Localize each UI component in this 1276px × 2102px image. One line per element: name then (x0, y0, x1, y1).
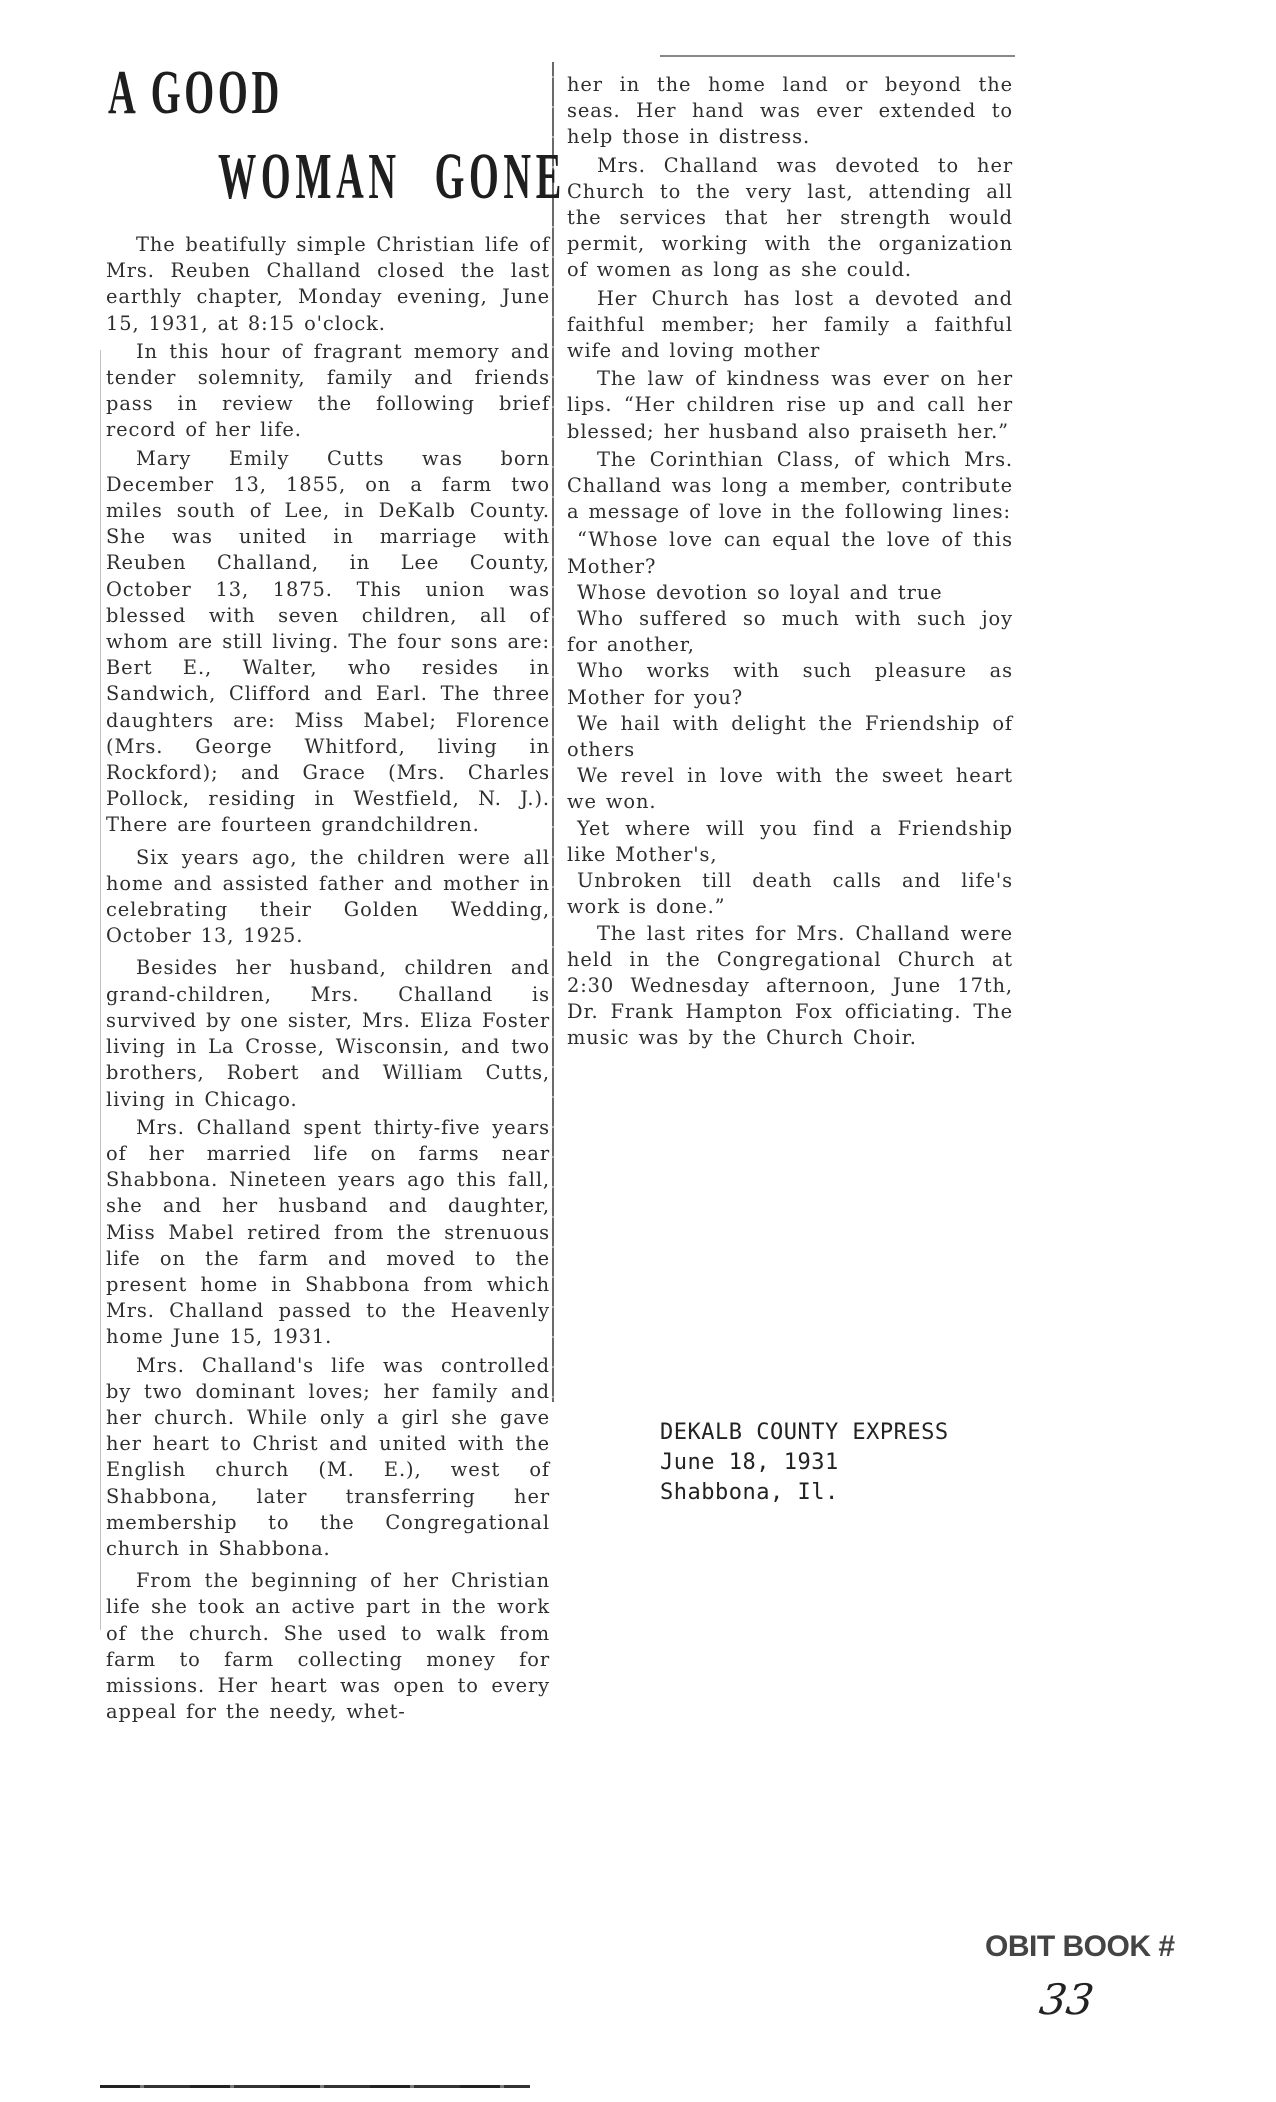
left-margin-rule (100, 350, 101, 1630)
article-paragraph: Besides her husband, children and grand-children, Mrs. Challand is survived by one sister, Mrs. Eliza Foster living in La Crosse, Wisconsin, and two brothers, Robert and William Cutts, living in Chicago. (106, 956, 550, 1111)
article-paragraph: The beatifully simple Christian life of Mrs. Reuben Challand closed the last earthly chapter, Monday evening, June 15, 1931, at 8:15 o'clock. (106, 233, 550, 335)
headline (108, 59, 566, 213)
article-paragraph: her in the home land or beyond the seas. Her hand was ever extended to help those in distress. (567, 73, 1013, 149)
bottom-column-rule (100, 2085, 530, 2088)
article-paragraph: Mrs. Challand spent thirty-five years of her married life on farms near Shabbona. Nineteen years ago this fall, she and her husband and daughter, Miss Mabel retired from the strenuous life on the farm and moved to the present home in Shabbona from which Mrs. Challand passed to the Heavenly home June 15, 1931. (106, 1115, 550, 1349)
obit-book-number: 33 (1036, 1975, 1097, 2024)
headline-line-2: WOMAN GONE (218, 140, 566, 213)
poem-line: Whose devotion so loyal and true (577, 580, 943, 604)
publication-location: Shabbona, Il. (660, 1480, 839, 1505)
left-article-column (106, 232, 550, 1727)
poem-line: We revel in love with the sweet heart we won. (567, 764, 1013, 814)
article-paragraph: Her Church has lost a devoted and faithful member; her family a faithful wife and loving mother (567, 286, 1013, 363)
article-paragraph: The law of kindness was ever on her lips. “Her children rise up and call her blessed; her husband also praiseth her.” (567, 367, 1013, 443)
article-paragraph: The last rites for Mrs. Challand were held in the Congregational Church at 2:30 Wednesday afternoon, June 17th, Dr. Frank Hampton Fox officiating. The music was by the Church Choir. (567, 921, 1013, 1050)
article-paragraph: Six years ago, the children were all home and assisted father and mother in celebrating their Golden Wedding, October 13, 1925. (106, 845, 550, 948)
obit-book-label: OBIT BOOK # (985, 1930, 1175, 1963)
column-divider-rule (552, 62, 554, 1402)
source-citation (660, 1418, 949, 1508)
top-column-rule (660, 55, 1015, 57)
right-article-column (567, 72, 1013, 1054)
poem-line: We hail with delight the Friendship of others (567, 711, 1013, 762)
article-paragraph: Mrs. Challand's life was controlled by two dominant loves; her family and her church. While only a girl she gave her heart to Christ and united with the English church (M. E.), west of Shabbona, later transferring her membership to the Congregational church in Shabbona. (106, 1353, 550, 1560)
poem-line: Yet where will you find a Friendship like Mother's, (567, 816, 1013, 866)
poem-line: Who works with such pleasure as Mother for you? (567, 659, 1013, 709)
article-paragraph: The Corinthian Class, of which Mrs. Challand was long a member, contribute a message of love in the following lines: (567, 447, 1013, 524)
article-paragraph: From the beginning of her Christian life she took an active part in the work of the church. She used to walk from farm to farm collecting money for missions. Her heart was open to every appeal for the needy, whet- (106, 1569, 550, 1724)
article-paragraph: In this hour of fragrant memory and tender solemnity, family and friends pass in review the following brief record of her life. (106, 339, 550, 442)
poem-line: Who suffered so much with such joy for another, (567, 607, 1013, 657)
newspaper-name: DEKALB COUNTY EXPRESS (660, 1420, 949, 1445)
article-paragraph: Mary Emily Cutts was born December 13, 1855, on a farm two miles south of Lee, in DeKalb County. She was united in marriage with Reuben Challand, in Lee County, October 13, 1875. This union was blessed with seven children, all of whom are still living. The four sons are: Bert E., Walter, who resides in Sandwich, Clifford and Earl. The three daughters are: Miss Mabel; Florence (Mrs. George Whitford, living in Rockford); and Grace (Mrs. Charles Pollock, residing in Westfield, N. J.). There are fourteen grandchildren. (106, 446, 550, 837)
poem-line: “Whose love can equal the love of this Mother? (567, 528, 1013, 578)
poem-line: Unbroken till death calls and life's work is done.” (567, 869, 1013, 919)
publication-date: June 18, 1931 (660, 1450, 839, 1475)
article-paragraph: Mrs. Challand was devoted to her Church to the very last, attending all the services that her strength would permit, working with the organization of women as long as she could. (567, 153, 1013, 282)
headline-line-1: A GOOD (108, 59, 284, 127)
